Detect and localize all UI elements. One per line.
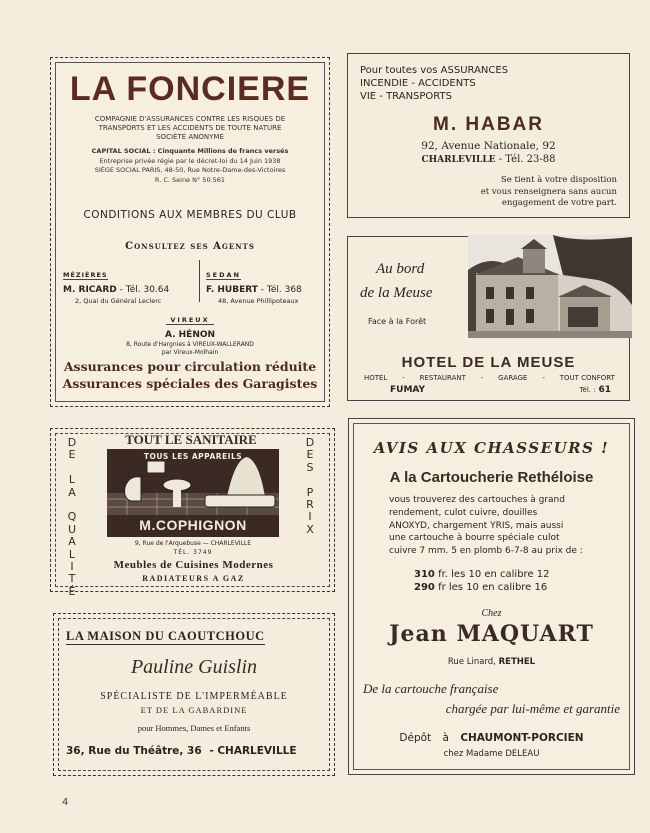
mezieres-address: 2, Quai du Général Leclerc [75,297,162,305]
hotel-service-6: TOUT CONFORT [559,374,615,382]
caoutchouc-line3: pour Hommes, Dames et Enfants [137,723,251,733]
fonciere-conditions: CONDITIONS AUX MEMBRES DU CLUB [83,209,297,221]
left-letter: É [68,584,76,598]
chasseurs-ad [348,418,635,775]
hotel-name: HOTEL DE LA MEUSE [401,354,576,371]
hotel-service-5: - [542,374,545,382]
vireux-address2: par Vireux-Molhain [161,349,219,356]
habar-address: 92, Avenue Nationale, 92 [421,140,556,152]
right-letter: D [305,436,315,449]
hotel-service-3: - [480,374,484,382]
depot-place: CHAUMONT-PORCIEN [460,732,584,744]
left-letter: I [70,560,74,574]
vireux-address1: 8, Route d'Hargnies à VIREUX-WALLERAND [126,341,254,348]
hotel-tel: 61 [598,385,611,395]
vireux-label: VIREUX [166,316,213,325]
left-letter: L [68,547,76,561]
sedan-address: 48, Avenue Phillipoteaux [218,297,299,305]
hotel-service-0: HOTEL [364,374,388,382]
sedan-agent: F. HUBERT [206,285,258,295]
right-letter [303,474,317,486]
hotel-photo [468,235,632,338]
chasseurs-sub: A la Cartoucherie Rethéloise [389,469,594,486]
sanitaire-title: TOUT LE SANITAIRE [125,432,257,447]
right-letter: R [306,498,314,512]
hotel-service-1: - [402,374,405,382]
mezieres-tel: - Tél. 30.64 [119,285,170,295]
right-letter: S [306,460,314,474]
chasseurs-script1: De la cartouche française [363,681,499,696]
chasseurs-body1: vous trouverez des cartouches à grand [389,495,565,505]
fonciere-title: LA FONCIERE [69,70,311,108]
caoutchouc-address: 36, Rue du Théâtre, 36 [66,745,202,757]
fonciere-line3: SOCIÉTÉ ANONYME [156,133,224,141]
sanitaire-line1: Meubles de Cuisines Modernes [113,559,274,571]
sanitaire-right-vertical [303,437,317,536]
caoutchouc-city: - CHARLEVILLE [209,745,297,757]
fonciere-consultez: Consultez ses Agents [125,241,255,252]
sanitaire-left-vertical [65,437,79,598]
chasseurs-body5: cuivre 7 mm. 5 en plomb 6-7-8 au prix de : [389,546,583,557]
hotel-service-4: GARAGE [498,374,528,382]
sanitaire-line2: RADIATEURS A GAZ [142,574,245,583]
vireux-agent: A. HÉNON [164,330,216,340]
sanitaire-ad [50,428,335,598]
habar-intro1: Pour toutes vos ASSURANCES [360,65,509,76]
sanitaire-subtitle: TOUS LES APPAREILS [143,452,243,461]
hotel-town: FUMAY [390,385,426,395]
habar-name: M. HABAR [433,114,544,135]
mezieres-label: MÉZIÈRES [63,271,108,279]
fonciere-ad [50,57,330,407]
habar-text3: engagement de votre part. [501,198,617,208]
hotel-script1: Au bord [376,261,425,277]
maquart-street: Rue Linard, [447,657,496,667]
habar-intro3: VIE - TRANSPORTS [360,91,452,102]
hotel-face: Face à la Forêt [368,317,427,326]
page-number: 4 [62,797,69,808]
hotel-script2: de la Meuse [360,285,433,301]
right-letter: X [306,522,314,536]
hotel-tel-label: Tél. : [579,386,596,394]
fonciere-siege: SIÈGE SOCIAL PARIS, 48-50, Rue Notre-Dame-des-Victoires [94,166,286,174]
habar-ad [347,53,630,218]
chasseurs-body3: ANOXYD, chargement YRIS, mais aussi [389,520,564,531]
right-letter: E [306,448,314,462]
caoutchouc-line1: SPÉCIALISTE DE L'IMPERMÉABLE [100,691,288,702]
hotel-ad [347,236,630,401]
hotel-service-2: RESTAURANT [419,374,466,382]
left-letter: A [68,535,76,549]
right-letter: P [306,485,314,499]
left-letter: U [67,522,77,536]
fonciere-line1: COMPAGNIE D'ASSURANCES CONTRE LES RISQUES DE [94,115,286,123]
caoutchouc-script: Pauline Guislin [130,656,258,678]
caoutchouc-ad [53,613,335,776]
depot-label: Dépôt [399,732,432,744]
habar-text1: Se tient à votre disposition [500,175,617,185]
agents-divider [199,260,200,302]
caoutchouc-line2: ET DE LA GABARDINE [140,705,248,715]
left-letter: T [68,572,76,586]
habar-intro2: INCENDIE - ACCIDENTS [360,78,476,89]
mezieres-agent: M. RICARD [63,285,117,295]
caoutchouc-title: LA MAISON DU CAOUTCHOUC [66,629,265,643]
depot-chez: chez Madame DELEAU [443,749,540,759]
chasseurs-script2: chargée par lui-même et garantie [445,701,620,716]
habar-city: CHARLEVILLE [421,155,496,165]
left-letter: D [67,436,77,449]
price2: 290 [414,582,435,593]
maquart-name: Jean MAQUART [389,621,594,647]
fonciere-slogan2: Assurances spéciales des Garagistes [62,376,318,391]
chasseurs-title: AVIS AUX CHASSEURS ! [373,439,610,457]
left-letter: L [68,473,76,487]
price2-text: fr les 10 en calibre 16 [438,582,548,593]
habar-tel: - Tél. 23-88 [498,154,556,165]
price1: 310 [414,569,435,580]
left-letter: Q [67,510,77,524]
fonciere-slogan1: Assurances pour circulation réduite [63,359,317,374]
left-letter: A [68,485,76,499]
fonciere-line2: TRANSPORTS ET LES ACCIDENTS DE TOUTE NATURE [98,124,282,132]
sedan-label: SEDAN [206,271,241,279]
cophignon-tel: TÉL. 3749 [173,549,213,556]
habar-text2: et vous renseignera sans aucun [480,186,617,197]
fonciere-capital: CAPITAL SOCIAL : Cinquante Millions de francs versés [91,147,289,155]
price1-text: fr. les 10 en calibre 12 [438,569,550,580]
sedan-tel: - Tél. 368 [260,285,302,295]
cophignon-name: M.COPHIGNON [139,517,247,533]
depot-a: à [442,732,449,744]
chasseurs-body2: rendement, culot cuivre, douilles [389,507,538,518]
fonciere-rc: R. C. Seine N° 50.561 [154,175,226,184]
chasseurs-chez: Chez [481,608,502,619]
maquart-town: RETHEL [498,657,536,667]
right-letter: I [308,510,312,524]
chasseurs-body4: une cartouche à bourre spéciale culot [389,533,560,544]
cophignon-address: 9, Rue de l'Arquebuse — CHARLEVILLE [134,540,252,547]
left-letter: E [68,448,76,462]
fonciere-entreprise: Entreprise privée régie par le décret-loi du 14 Juin 1938 [99,156,281,165]
